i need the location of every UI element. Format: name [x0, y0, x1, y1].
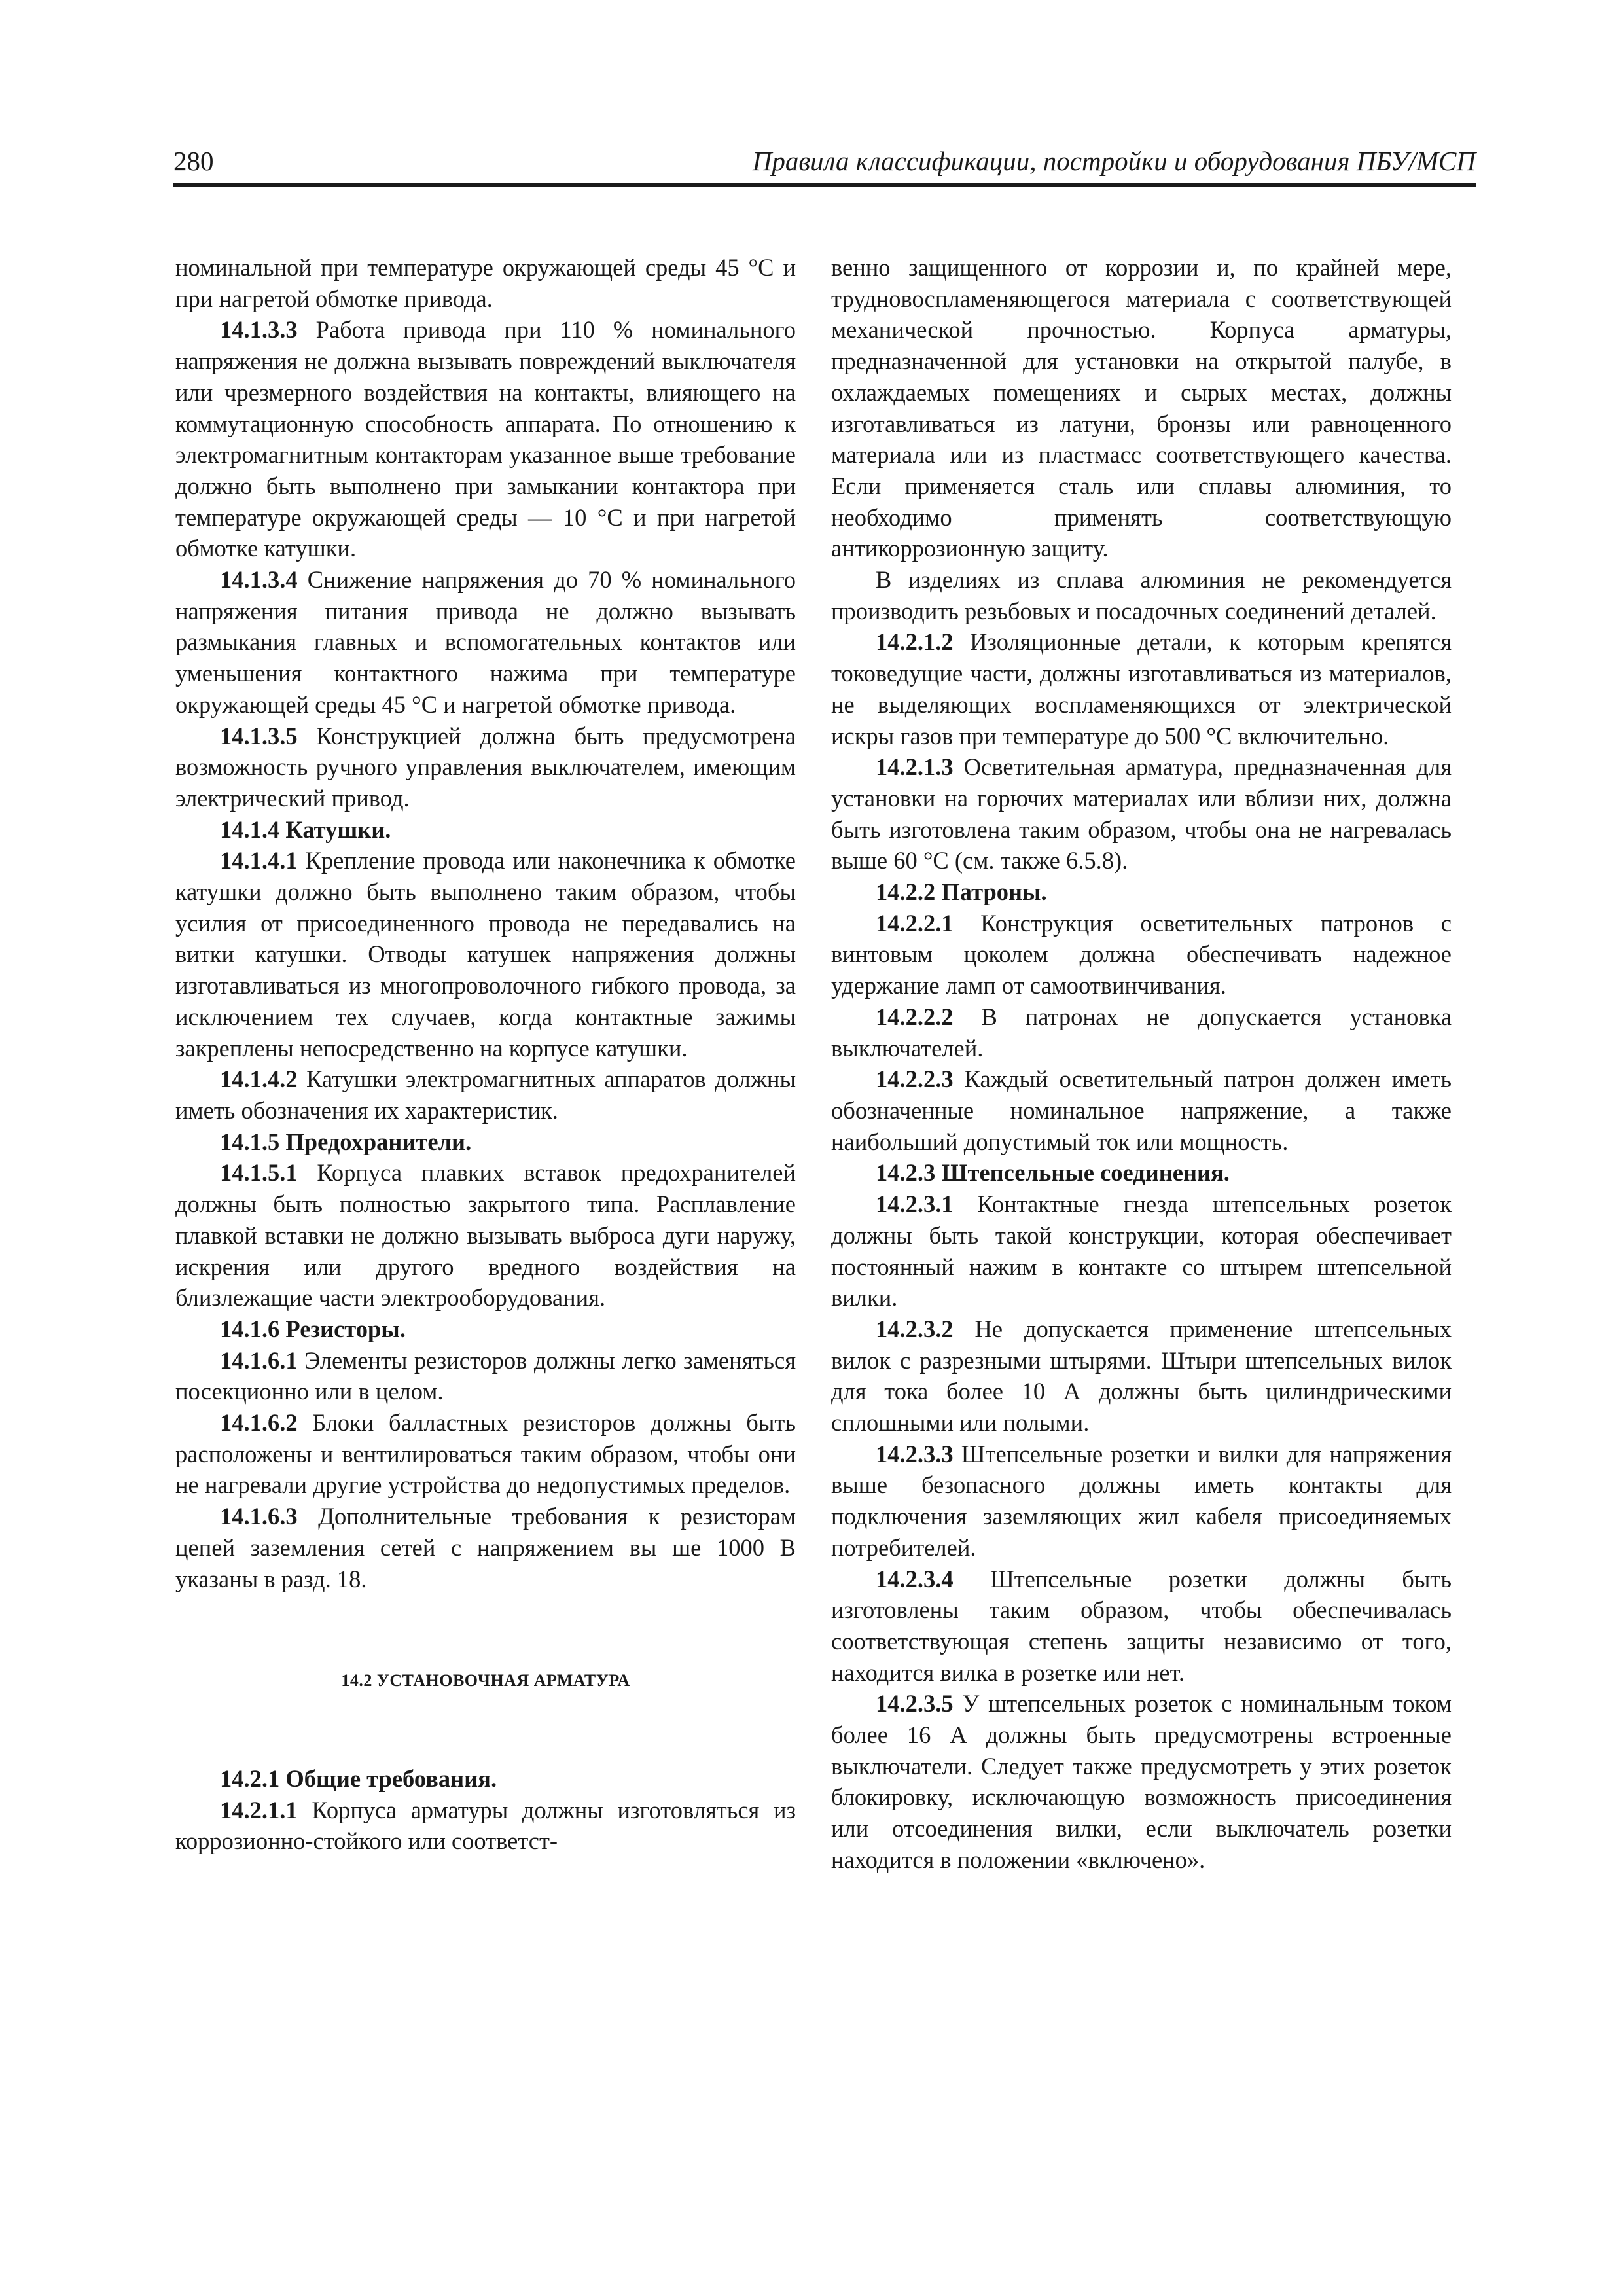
clause-number: 14.1.6.3	[220, 1503, 298, 1530]
clause-number: 14.1.3.4	[220, 566, 298, 594]
clause-text: Снижение напряжения до 70 % номинального напряжения питания привода не должно вызывать размыкания главных и вспомогательных контактов или уменьшения контактного нажима при температуре окружающей среды 45 °С и нагретой обмотке привода.	[175, 566, 796, 718]
clause-paragraph	[175, 1795, 796, 1857]
clause-number: 14.2.1.1	[220, 1796, 298, 1823]
clause-text: В патронах не допускается установка выключателей.	[831, 1003, 1452, 1062]
subsection-title: Штепсельные соединения.	[941, 1159, 1230, 1187]
clause-paragraph	[831, 751, 1452, 876]
clause-number: 14.2.1.3	[876, 753, 954, 781]
clause-number: 14.1.3.3	[220, 316, 298, 344]
section-heading: 14.2 УСТАНОВОЧНАЯ АРМАТУРА	[341, 1671, 630, 1691]
page-header	[173, 143, 1476, 187]
clause-paragraph	[175, 252, 796, 314]
subsection-heading	[175, 814, 796, 846]
subsection-heading	[831, 876, 1452, 908]
clause-text: Корпуса плавких вставок предохранителей должны быть полностью закрытого типа. Расплавление плавкой вставки не должно вызывать выброса дуги наружу, искрения или другого вредного воздействия на близлежащие части электрооборудования.	[175, 1159, 796, 1312]
subsection-heading	[175, 1314, 796, 1345]
clause-text: Дополнительные требования к резисторам цепей заземления сетей с напряжением вы ше 1000 В указаны в разд. 18.	[175, 1503, 796, 1592]
page-number: 280	[173, 146, 214, 176]
clause-number: 14.1.3.5	[220, 722, 298, 749]
clause-text: В изделиях из сплава алюминия не рекомендуется производить резьбовых и посадочных соединений деталей.	[831, 566, 1452, 624]
clause-paragraph	[175, 314, 796, 564]
subsection-title: Патроны.	[941, 878, 1047, 906]
subsection-title: Общие требования.	[285, 1765, 497, 1792]
clause-text: Блоки балластных резисторов должны быть расположены и вентилироваться таким образом, чтобы они не нагревали другие устройства до недопустимых пределов.	[175, 1409, 796, 1499]
clause-number: 14.2.1	[220, 1765, 280, 1792]
right-column	[831, 252, 1452, 1876]
clause-number: 14.2.3.2	[876, 1315, 954, 1342]
clause-number: 14.1.4.2	[220, 1066, 298, 1093]
clause-number: 14.1.5.1	[220, 1159, 298, 1187]
clause-number: 14.2.3.3	[876, 1440, 954, 1467]
clause-text: Крепление провода или наконечника к обмотке катушки должно быть выполнено таким образом, чтобы усилия от присоединенного провода не передавались на витки катушки. Отводы катушек напряжения должны изготавливаться из многопроволочного гибкого провода, за исключением тех случаев, когда контактные зажимы закреплены непосредственно на корпусе катушки.	[175, 847, 796, 1062]
clause-text: У штепсельных розеток с номинальным током более 16 А должны быть предусмотрены встроенные выключатели. Следует также предусмотреть у этих розеток блокировку, исключающую возможность присоединения или отсоединения вилки, если выключатель розетки находится в положении «включено».	[831, 1690, 1452, 1873]
clause-paragraph	[175, 1345, 796, 1407]
running-title: Правила классификации, постройки и оборудования ПБУ/МСП	[752, 146, 1476, 176]
clause-text: Каждый осветительный патрон должен иметь обозначенные номинальное напряжение, а также наибольший допустимый ток или мощность.	[831, 1066, 1452, 1155]
subsection-heading	[175, 1126, 796, 1158]
clause-paragraph	[831, 908, 1452, 1001]
subsection-heading	[831, 1157, 1452, 1189]
clause-paragraph	[831, 1314, 1452, 1439]
clause-paragraph	[831, 564, 1452, 626]
clause-number: 14.1.6	[220, 1315, 280, 1342]
clause-text: Штепсельные розетки и вилки для напряжения выше безопасного должны иметь контакты для подключения заземляющих жил кабеля присоединяемых потребителей.	[831, 1440, 1452, 1561]
subsection-title: Резисторы.	[285, 1315, 406, 1342]
clause-number: 14.2.2.3	[876, 1066, 954, 1093]
clause-paragraph	[831, 1064, 1452, 1157]
clause-paragraph	[175, 1064, 796, 1126]
clause-paragraph	[831, 252, 1452, 564]
clause-text: Корпуса арматуры должны изготовляться из коррозионно-стойкого или соответст-	[175, 1796, 796, 1855]
clause-paragraph	[831, 626, 1452, 751]
clause-number: 14.2.3.1	[876, 1191, 954, 1218]
clause-paragraph	[175, 1157, 796, 1314]
clause-number: 14.1.4.1	[220, 847, 298, 874]
clause-text: Штепсельные розетки должны быть изготовлены таким образом, чтобы обеспечивалась соответствующая степень защиты независимо от того, находится вилка в розетке или нет.	[831, 1565, 1452, 1686]
clause-paragraph	[831, 1439, 1452, 1564]
left-column	[175, 252, 796, 1857]
clause-text: Элементы резисторов должны легко заменяться посекционно или в целом.	[175, 1346, 796, 1405]
clause-paragraph	[831, 1564, 1452, 1689]
clause-text: Контактные гнезда штепсельных розеток должны быть такой конструкции, которая обеспечивает постоянный нажим в контакте со штырем штепсельной вилки.	[831, 1191, 1452, 1312]
clause-number: 14.1.6.1	[220, 1346, 298, 1374]
subsection-title: Предохранители.	[285, 1128, 472, 1155]
clause-number: 14.1.4	[220, 816, 280, 843]
clause-paragraph	[175, 845, 796, 1064]
clause-paragraph	[175, 1501, 796, 1594]
clause-text: Осветительная арматура, предназначенная для установки на горючих материалах или вблизи них, должна быть изготовлена таким образом, чтобы она не нагревалась выше 60 °С (см. также 6.5.8).	[831, 753, 1452, 874]
clause-text: Работа привода при 110 % номинального напряжения не должна вызывать повреждений выключателя или чрезмерного воздействия на контакты, влияющего на коммутационную способность аппарата. По отношению к электромагнитным контакторам указанное выше требование должно быть выполнено при замыкании контактора при температуре окружающей среды — 10 °С и при нагретой обмотке катушки.	[175, 316, 796, 562]
clause-text: Изоляционные детали, к которым крепятся токоведущие части, должны изготавливаться из материалов, не выделяющих воспламеняющихся от электрической искры газов при температуре до 500 °С включительно.	[831, 628, 1452, 749]
subsection-heading	[175, 1763, 796, 1795]
clause-text: Конструкцией должна быть предусмотрена возможность ручного управления выключателем, имеющим электрический привод.	[175, 722, 796, 812]
clause-number: 14.1.6.2	[220, 1409, 298, 1437]
clause-paragraph	[175, 564, 796, 721]
clause-number: 14.2.3.4	[876, 1565, 954, 1592]
clause-paragraph	[175, 721, 796, 814]
clause-text: венно защищенного от коррозии и, по крайней мере, трудновоспламеняющегося материала с соответствующей механической прочностью. Корпуса арматуры, предназначенной для установки на открытой палубе, в охлаждаемых помещениях и сырых местах, должны изготавливаться из латуни, бронзы или равноценного материала или из пластмасс соответствующего качества. Если применяется сталь или сплавы алюминия, то необходимо применять соответствующую антикоррозионную защиту.	[831, 254, 1452, 562]
clause-number: 14.2.2	[876, 878, 936, 906]
clause-text: Не допускается применение штепсельных вилок с разрезными штырями. Штыри штепсельных вилок для тока более 10 А должны быть цилиндрическими сплошными или полыми.	[831, 1315, 1452, 1437]
clause-paragraph	[175, 1407, 796, 1501]
clause-paragraph	[831, 1189, 1452, 1314]
clause-number: 14.2.2.2	[876, 1003, 954, 1030]
subsection-title: Катушки.	[285, 816, 391, 843]
clause-paragraph	[831, 1001, 1452, 1064]
clause-number: 14.1.5	[220, 1128, 280, 1155]
clause-number: 14.2.3.5	[876, 1690, 954, 1717]
clause-text: номинальной при температуре окружающей среды 45 °С и при нагретой обмотке привода.	[175, 254, 796, 312]
clause-paragraph	[831, 1688, 1452, 1875]
clause-number: 14.2.2.1	[876, 909, 954, 937]
clause-number: 14.2.3	[876, 1159, 936, 1187]
clause-text: Катушки электромагнитных аппаратов должны иметь обозначения их характеристик.	[175, 1066, 796, 1124]
clause-text: Конструкция осветительных патронов с винтовым цоколем должна обеспечивать надежное удержание ламп от самоотвинчивания.	[831, 909, 1452, 999]
clause-number: 14.2.1.2	[876, 628, 954, 656]
